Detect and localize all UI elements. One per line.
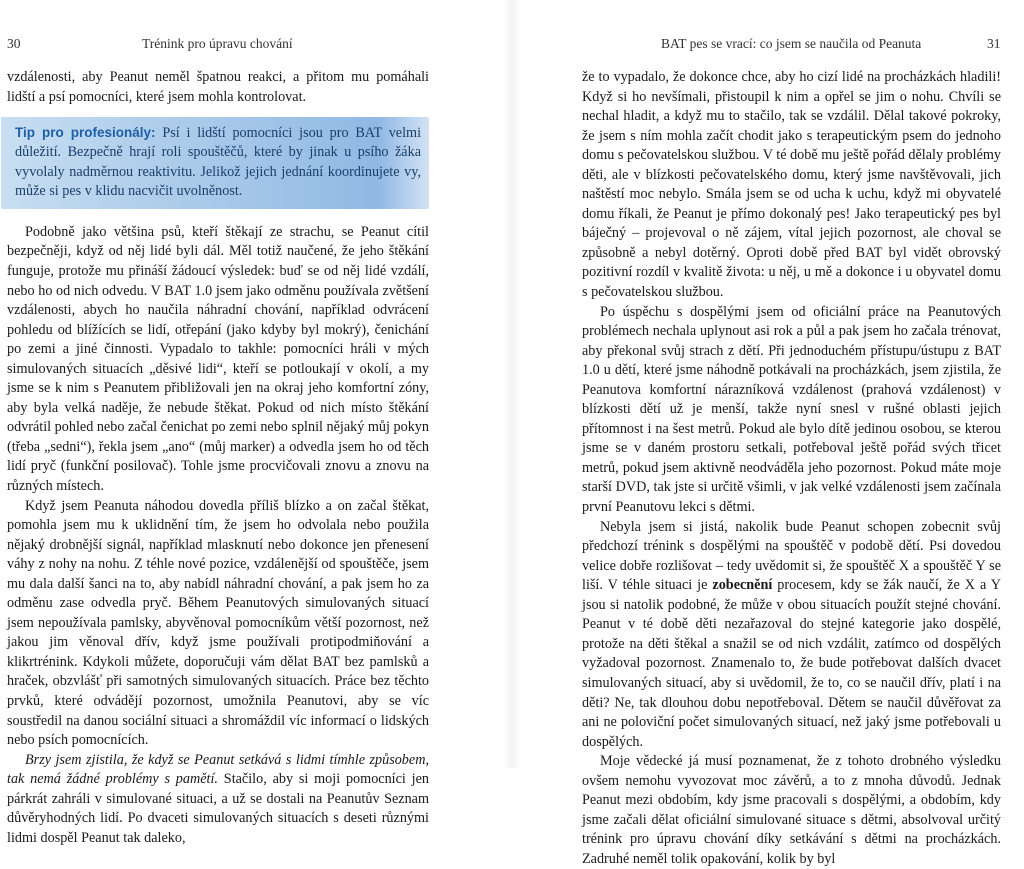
paragraph-start: Nebyla jsem si jistá, nakolik bude Peanut schopen zobecnit svůj předchozí trénink s dospělými na spouštěč v podobě dětí. Psi dovedou velice dobře rozlišovat – tedy uvědomit si, že spouštěč X a spouštěč Y se liší. V téhle situaci je (582, 518, 1001, 594)
tip-text: Psí i lidští pomocníci jsou pro BAT velmi důležití. Bezpečně hrají roli spouštěčů, které by jinak u psího žáka vyvolaly nadměrnou reaktivitu. Jelikož jejich jednání koordinujete vy, může si pes v klidu nacvičit uvolněnost. (15, 125, 422, 199)
right-page (512, 0, 1024, 867)
paragraph-continuation: Stačilo, aby si moji pomocníci jen párkrát zahráli v simulované situaci, a už se dostali na Peanutův Seznam důvěryhodných lidí. Po dvaceti simulovaných situacích s deseti různými lidmi dospěl Peanut tak daleko, (7, 771, 429, 846)
right-text-column (582, 68, 1001, 869)
running-title-right: BAT pes se vrací: co jsem se naučila od Peanuta (661, 36, 922, 51)
paragraph (7, 751, 429, 849)
paragraph: Moje vědecké já musí poznamenat, že z tohoto drobného výsledku ovšem nemohu vyvozovat moc závěrů, a to z mnoha důvodů. Jednak Peanut mezi obdobím, kdy jsme pracovali s dospělými, a obdobím, kdy jsme začali dělat oficiální simulované situace s dětmi, absolvoval určitý trénink pro úpravu chování díky setkávání s dětmi na procházkách. Zadruhé neměl tolik opakování, kolik by byl (582, 753, 1001, 867)
left-text-column (7, 68, 429, 848)
paragraph: Když jsem Peanuta náhodou dovedla příliš blízko a on začal štěkat, pomohla jsem mu k uklidnění tím, že jsem ho odvolala nebo použila nějaký drobnější signál, například mlasknutí nebo dokonce jen přenesení váhy z nohy na nohu. Z téhle nové pozice, vzdálenější od spouštěče, jsem mu dala další šanci na to, aby nabídl náhradní chování, a pak jsem ho za odměnu zase odvedla pryč. Během Peanutových simulovaných situací jsem nepoužívala pamlsky, abyvěnoval pomocníkům větší pozornost, než jakou jim věnoval dřív, když jsme používali protipodmiňování a klikrtrénink. Kdykoli můžete, doporučuji vám dělat BAT bez pamlsků a hraček, obzvlášť při samotných simulovaných situacích. Práce bez těchto prvků, které odvádějí pozornost, umožnila Peanutovi, aby se víc soustředil na danou sociální situaci a shromáždil víc informací o lidských nebo psích pomocnících. (7, 497, 429, 749)
paragraph (582, 518, 1001, 753)
paragraph-end: procesem, kdy se žák naučí, že X a Y jsou si natolik podobné, že může v obou situacích použít stejné chování. Peanut v té době děti nezařazoval do stejné kategorie jako dospělé, protože na děti štěkal a snažil se od nich vzdálit, zatímco od dospělých vyžadoval pozornost. Znamenalo to, že bude potřebovat dalších dvacet simulovaných situací, aby si uvědomil, že to, co se naučil dřív, platí i na děti? Ne, tak dlouhou dobu nepotřeboval. Dětem se naučil důvěřovat za ani ne poloviční počet simulovaných situací, než jaký jsme potřebovali u dospělých. (582, 577, 1001, 750)
left-page (0, 0, 512, 846)
page-number-left: 30 (7, 36, 21, 51)
page-number-right: 31 (987, 36, 1001, 51)
running-title-left: Trénink pro úpravu chování (142, 36, 293, 51)
paragraph: Po úspěchu s dospělými jsem od oficiální práce na Peanutových problémech nechala uplynout asi rok a půl a pak jsem ho začala trénovat, aby překonal svůj strach z dětí. Při jednoduchém přístupu/ústupu z BAT 1.0 u dětí, které jsme náhodně potkávali na procházkách, jsem zjistila, že Peanutova komfortní nárazníková vzdálenost (prahová vzdálenost) v blízkosti dětí už je menší, takže nyní snesl v rušné oblasti jejich přítomnost i na šest metrů. Pokud ale bylo dítě jedinou osobou, se kterou jsme se v daném prostoru setkali, potřeboval ještě pořád svých třicet metrů, pokud jsem aktivně neodváděla jeho pozornost. Pokud máte moje starší DVD, tak jste si určitě všimli, v jak velké vzdálenosti jsem začínala první Peanutovu lekci s dětmi. (582, 303, 1001, 516)
tip-box (1, 117, 429, 209)
paragraph: že to vypadalo, že dokonce chce, aby ho cizí lidé na procházkách hladili! Když si ho nevšímali, přistoupil k nim a opřel se jim o nohu. Chvíli se nechal hladit, a když mu to stačilo, tak se vzdálil. Dělal takové pokroky, že jsem s ním mohla začít chodit jako s terapeutickým psem do jednoho domu s pečovatelskou službou. V té době mu ještě pořád dělaly problémy děti, ale v blízkosti pečovatelského domu, který jsme navštěvovali, jich naštěstí moc nebylo. Smála jsem se od ucha k uchu, když mi obyvatelé domu říkali, že Peanut je přímo dokonalý pes! Jako terapeutický pes byl báječný – projevoval o ně zájem, vítal jejich pozornost, ale choval se způsobně a nebyl dotěrný. Oproti době před BAT byl vidět obrovský pozitivní rozdíl v kvalitě života: u něj, u mě a dokonce i u obyvatel domu s pečovatelskou službou. (582, 69, 1001, 301)
tip-label: Tip pro profesionály: (15, 125, 156, 141)
bold-term: zobecnění (712, 577, 773, 594)
italic-sentence: Brzy jsem zjistila, že když se Peanut setkává s lidmi tímhle způsobem, tak nemá žádné problémy s pamětí. (7, 751, 429, 788)
opening-paragraph: vzdálenosti, aby Peanut neměl špatnou reakci, a přitom mu pomáhali lidští a psí pomocníci, které jsem mohla kontrolovat. (7, 69, 429, 105)
paragraph: Podobně jako většina psů, kteří štěkají ze strachu, se Peanut cítil bezpečněji, když od něj lidé byli dál. Měl totiž naučené, že jeho štěkání funguje, protože mu přináší žádoucí výsledek: buď se od něj lidé vzdálí, nebo ho od nich odvedu. V BAT 1.0 jsem jako odměnu používala zvětšení vzdálenosti, abych ho naučila náhradní chování, například odvrácení pohledu od blížících se lidí, otřepání (jako kdyby byl mokrý), čenichání po zemi a jiné činnosti. Vypadalo to takhle: pomocníci hráli v mých simulovaných situacích „děsivé lidi“, kteří se potloukají v okolí, a my jsme se k nim s Peanutem přibližovali jen na okraj jeho komfortní zóny, aby byla velká naděje, že nebude štěkat. Pokud od nich místo štěkání odvrátil pohled nebo začal čenichat po zemi nebo splnil nějaký můj pokyn (třeba „sedni“), řekla jsem „ano“ (můj marker) a odvedla jsem ho od těch lidí pryč (funkční posilovač). Tohle jsme procvičovali znovu a znovu na různých místech. (7, 223, 429, 495)
